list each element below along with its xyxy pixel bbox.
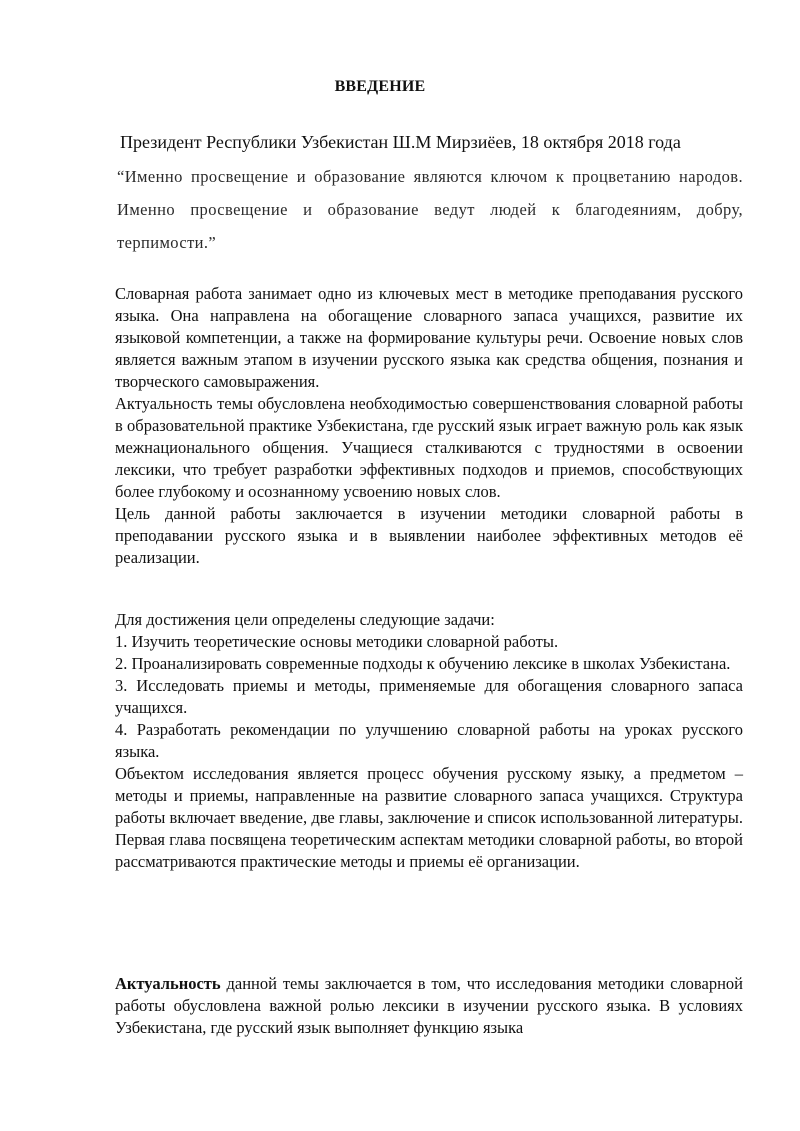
epigraph-quote: “Именно просвещение и образование являются ключом к процветанию народов. Именно просвещение и образование ведут людей к благодеяниям, добру, терпимости.” — [117, 167, 743, 252]
tasks-section — [115, 609, 743, 873]
task-item-4: 4. Разработать рекомендации по улучшению словарной работы на уроках русского языка. — [115, 720, 743, 761]
task-item-2: 2. Проанализировать современные подходы к обучению лексике в школах Узбекистана. — [115, 654, 731, 673]
paragraph-relevance-final — [115, 973, 743, 1039]
epigraph-author: Президент Республики Узбекистан Ш.М Мирзиёев, 18 октября 2018 года — [120, 132, 681, 152]
document-title: ВВЕДЕНИЕ — [334, 78, 426, 95]
paragraph-object-subject: Объектом исследования является процесс обучения русскому языку, а предметом – методы и приемы, направленные на развитие словарного запаса учащихся. Структура работы включает введение, две главы, заключение и список использованной литературы. Первая глава посвящена теоретическим аспектам методики словарной работы, во второй рассматриваются практические методы и приемы её организации. — [115, 764, 743, 871]
final-section — [115, 973, 743, 1039]
relevance-final-text: данной темы заключается в том, что исследования методики словарной работы обусловлена важной ролью лексики в изучении русского языка. В условиях Узбекистана, где русский язык выполняет функцию языка — [115, 974, 743, 1037]
relevance-bold-lead: Актуальность — [115, 974, 221, 993]
task-item-1: 1. Изучить теоретические основы методики словарной работы. — [115, 632, 559, 651]
tasks-intro: Для достижения цели определены следующие задачи: — [115, 610, 495, 629]
paragraph-goal: Цель данной работы заключается в изучении методики словарной работы в преподавании русского языка и в выявлении наиболее эффективных методов её реализации. — [115, 504, 743, 567]
paragraph-relevance: Актуальность темы обусловлена необходимостью совершенствования словарной работы в образовательной практике Узбекистана, где русский язык играет важную роль как язык межнационального общения. Учащиеся сталкиваются с трудностями в освоении лексики, что требует разработки эффективных подходов и приемов, способствующих более глубокому и осознанному усвоению новых слов. — [115, 394, 743, 501]
intro-section — [115, 283, 743, 569]
task-item-3: 3. Исследовать приемы и методы, применяемые для обогащения словарного запаса учащихся. — [115, 676, 743, 717]
paragraph-dictionary-work: Словарная работа занимает одно из ключевых мест в методике преподавания русского языка. Она направлена на обогащение словарного запаса учащихся, развитие их языковой компетенции, а также на формирование культуры речи. Освоение новых слов является важным этапом в изучении русского языка как средства общения, познания и творческого самовыражения. — [115, 284, 743, 391]
